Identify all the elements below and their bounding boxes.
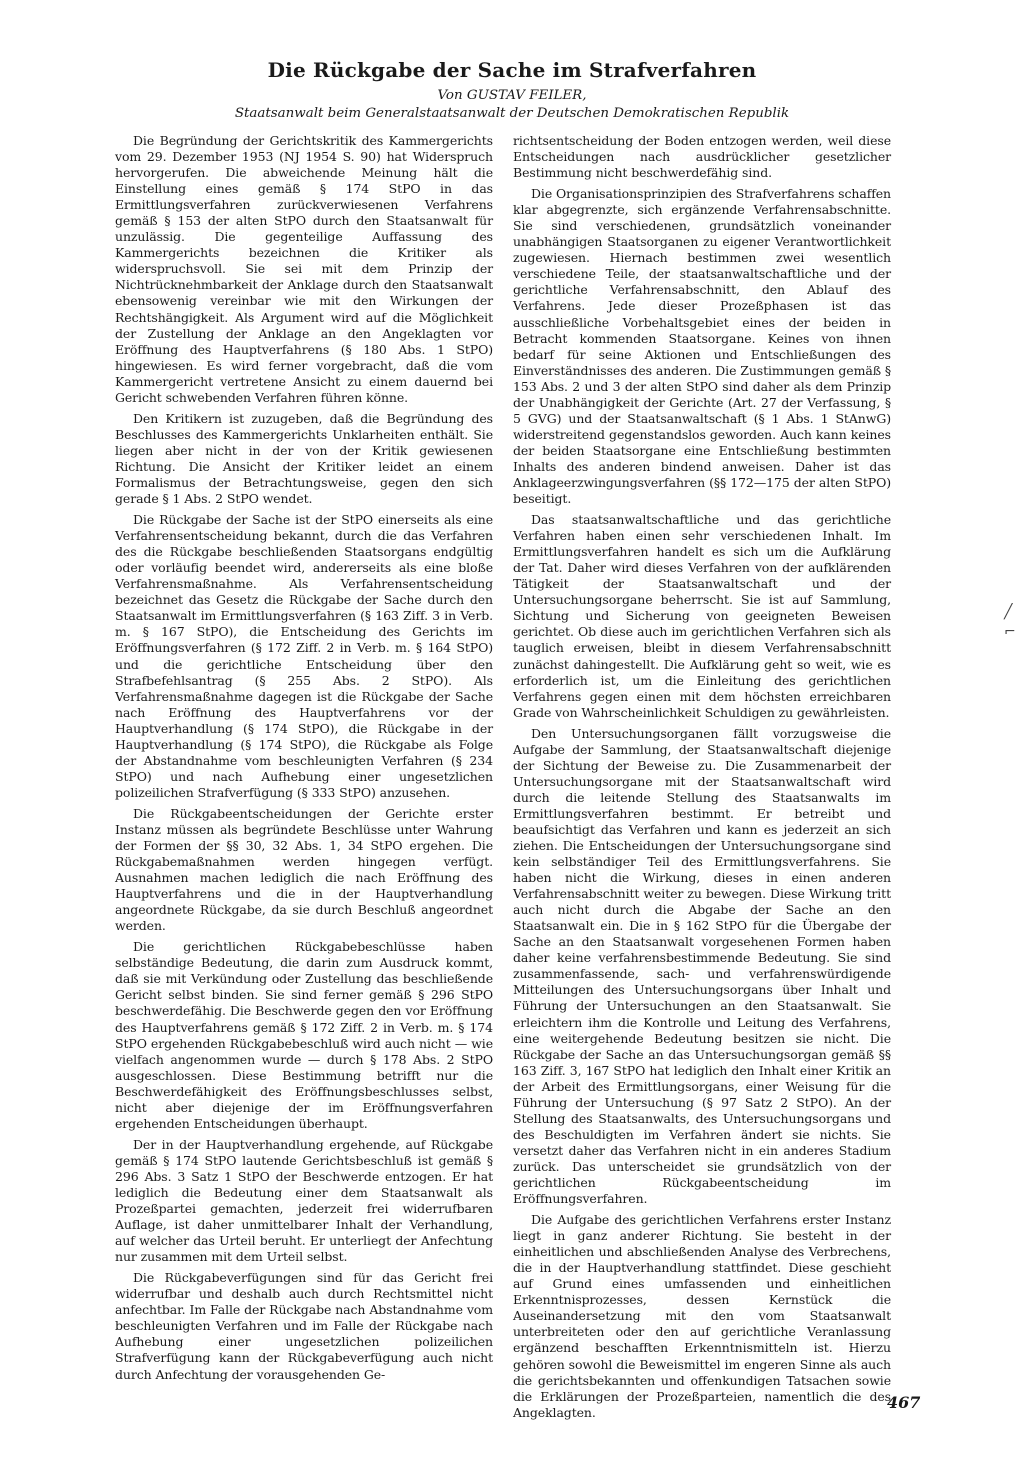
paragraph: Den Untersuchungsorganen fällt vorzugsweise die Aufgabe der Sammlung, der Staatsanwaltschaft diejenige der Sichtung der Beweise zu. Die Zusammenarbeit der Untersuchungsorgane mit der Staatsanwaltschaft wird durch die leitende Stellung des Staatsanwalts im Ermittlungsverfahren bestimmt. Er betreibt und beaufsichtigt das Verfahren und kann es jederzeit an sich ziehen. Die Entscheidungen der Untersuchungsorgane sind kein selbständiger Teil des Ermittlungsverfahrens. Sie haben nicht die Wirkung, dieses in einen anderen Verfahrensabschnitt weiter zu bewegen. Diese Wirkung tritt auch nicht durch die Abgabe der Sache an den Staatsanwalt ein. Die in § 162 StPO für die Übergabe der Sache an den Staatsanwalt vorgesehenen Formen haben daher keine verfahrensbestimmende Bedeutung. Sie sind zusammenfassende, sach- und verfahrenswürdigende Mitteilungen des Untersuchungsorgans über Inhalt und Führung der Untersuchungen an den Staatsanwalt. Sie erleichtern ihm die Kontrolle und Leitung des Verfahrens, eine weitergehende Bedeutung besitzen sie nicht. Die Rückgabe der Sache an das Untersuchungsorgan gemäß §§ 163 Ziff. 3, 167 StPO hat lediglich den Inhalt einer Kritik an der Arbeit des Ermittlungsorgans, einer Weisung für die Führung der Untersuchung (§ 97 Satz 2 StPO). An der Stellung des Staatsanwalts, des Untersuchungsorgans und des Beschuldigten im Verfahren ändert sie nichts. Sie versetzt daher das Verfahren nicht in ein anderes Stadium zurück. Das unterscheidet sie grundsätzlich von der gerichtlichen Rückgabeentscheidung im Eröffnungsverfahren. [513, 725, 891, 1207]
right-column [513, 133, 891, 1426]
paragraph-continued: richtsentscheidung der Boden entzogen werden, weil diese Entscheidungen nach ausdrücklicher gesetzlicher Bestimmung nicht beschwerdefähig sind. [513, 133, 891, 181]
paragraph: Die Rückgabeentscheidungen der Gerichte erster Instanz müssen als begründete Beschlüsse unter Wahrung der Formen der §§ 30, 32 Abs. 1, 34 StPO ergehen. Die Rückgabemaßnahmen werden hingegen verfügt. Ausnahmen machen lediglich die nach Eröffnung des Hauptverfahrens und die in der Hauptverhandlung angeordnete Rückgabe, da sie durch Beschluß angeordnet werden. [115, 805, 493, 934]
paragraph: Das staatsanwaltschaftliche und das gerichtliche Verfahren haben einen sehr verschiedenen Inhalt. Im Ermittlungsverfahren handelt es sich um die Aufklärung der Tat. Daher wird dieses Verfahren von der aufklärenden Tätigkeit der Staatsanwaltschaft und der Untersuchungsorgane beherrscht. Sie ist auf Sammlung, Sichtung und Sicherung von geeigneten Beweisen gerichtet. Ob diese auch im gerichtlichen Verfahren sich als tauglich erweisen, bleibt in diesem Verfahrensabschnitt zunächst dahingestellt. Die Aufklärung geht so weit, wie es erforderlich ist, um die Einleitung des gerichtlichen Verfahrens gegen einen mit dem höchsten erreichbaren Grade von Wahrscheinlichkeit Schuldigen zu gewährleisten. [513, 512, 891, 720]
page-number: 467 [887, 1393, 921, 1412]
paragraph: Der in der Hauptverhandlung ergehende, auf Rückgabe gemäß § 174 StPO lautende Gerichtsbeschluß ist gemäß § 296 Abs. 3 Satz 1 StPO der Beschwerde entzogen. Er hat lediglich die Bedeutung einer dem Staatsanwalt als Prozeßpartei gemachten, jederzeit frei widerrufbaren Auflage, ist daher unmittelbarer Inhalt der Verhandlung, auf welcher das Urteil beruht. Er unterliegt der Anfechtung nur zusammen mit dem Urteil selbst. [115, 1136, 493, 1265]
article-title: Die Rückgabe der Sache im Strafverfahren [267, 58, 757, 82]
paragraph: Die gerichtlichen Rückgabebeschlüsse haben selbständige Bedeutung, die darin zum Ausdruck kommt, daß sie mit Verkündung oder Zustellung das beschließende Gericht selbst binden. Sie sind ferner gemäß § 296 StPO beschwerdefähig. Die Beschwerde gegen den vor Eröffnung des Hauptverfahrens gemäß § 172 Ziff. 2 in Verb. m. § 174 StPO ergehenden Rückgabebeschluß wird auch nicht — wie vielfach angenommen wurde — durch § 178 Abs. 2 StPO ausgeschlossen. Diese Bestimmung betrifft nur die Beschwerdefähigkeit des Eröffnungsbeschlusses selbst, nicht aber diejenige der im Eröffnungsverfahren ergehenden Entscheidungen überhaupt. [115, 939, 493, 1131]
paragraph: Die Organisationsprinzipien des Strafverfahrens schaffen klar abgegrenzte, sich ergänzende Verfahrensabschnitte. Sie sind verschiedenen, grundsätzlich voneinander unabhängigen Staatsorganen zu eigener Verantwortlichkeit zugewiesen. Hiernach bestimmen zwei wesentlich verschiedene Teile, der staatsanwaltschaftliche und der gerichtliche Verfahrensabschnitt, den Ablauf des Verfahrens. Jede dieser Prozeßphasen ist das ausschließliche Vorbehaltsgebiet eines der beiden in Betracht kommenden Staatsorgane. Keines von ihnen bedarf für seine Aktionen und Entschließungen des Einverständnisses des anderen. Die Zustimmungen gemäß § 153 Abs. 2 und 3 der alten StPO sind daher als dem Prinzip der Unabhängigkeit der Gerichte (Art. 27 der Verfassung, § 5 GVG) und der Staatsanwaltschaft (§ 1 Abs. 1 StAnwG) widerstreitend gegenstandslos geworden. Auch kann keines der beiden Staatsorgane eine Entschließung bestimmten Inhalts des anderen bindend anweisen. Daher ist das Anklageerzwingungsverfahren (§§ 172—175 der alten StPO) beseitigt. [513, 186, 891, 507]
paragraph: Die Rückgabe der Sache ist der StPO einerseits als eine Verfahrensentscheidung bekannt, durch die das Verfahren des die Rückgabe beschließenden Staatsorgans endgültig oder vorläufig beendet wird, andererseits als eine bloße Verfahrensmaßnahme. Als Verfahrensentscheidung bezeichnet das Gesetz die Rückgabe der Sache durch den Staatsanwalt im Ermittlungsverfahren (§ 163 Ziff. 3 in Verb. m. § 167 StPO), die Entscheidung des Gerichts im Eröffnungsverfahren (§ 172 Ziff. 2 in Verb. m. § 164 StPO) und die gerichtliche Entscheidung über den Strafbefehlsantrag (§ 255 Abs. 2 StPO). Als Verfahrensmaßnahme dagegen ist die Rückgabe der Sache nach Eröffnung des Hauptverfahrens vor der Hauptverhandlung (§ 174 StPO), die Rückgabe in der Hauptverhandlung (§ 174 StPO), die Rückgabe als Folge der Abstandnahme vom beschleunigten Verfahren (§ 234 StPO) und nach Aufhebung einer ungesetzlichen polizeilichen Strafverfügung (§ 333 StPO) anzusehen. [115, 512, 493, 800]
paragraph: Den Kritikern ist zuzugeben, daß die Begründung des Beschlusses des Kammergerichts Unklarheiten enthält. Sie liegen aber nicht in der von der Kritik gewiesenen Richtung. Die Ansicht der Kritiker leidet an einem Formalismus der Betrachtungsweise, gegen den sich gerade § 1 Abs. 2 StPO wendet. [115, 410, 493, 507]
paragraph: Die Aufgabe des gerichtlichen Verfahrens erster Instanz liegt in ganz anderer Richtung. Sie besteht in der einheitlichen und abschließenden Analyse des Verbrechens, die in der Hauptverhandlung stattfindet. Diese geschieht auf Grund eines umfassenden und einheitlichen Erkenntnisprozesses, dessen Kernstück die Auseinandersetzung mit den vom Staatsanwalt unterbreiteten oder den auf gerichtliche Veranlassung ergänzend beschafften Erkenntnismitteln ist. Hierzu gehören sowohl die Beweismittel im engeren Sinne als auch die gerichtsbekannten und offenkundigen Tatsachen sowie die Erklärungen der Prozeßparteien, namentlich die des Angeklagten. [513, 1212, 891, 1420]
margin-tick-mark: ⌐ [1004, 624, 1016, 640]
left-column [115, 133, 493, 1388]
byline [0, 87, 1024, 123]
margin-tick-mark: ╱ [1004, 604, 1013, 620]
paragraph: Die Rückgabeverfügungen sind für das Gericht frei widerrufbar und deshalb auch durch Rechtsmittel nicht anfechtbar. Im Falle der Rückgabe nach Abstandnahme vom beschleunigten Verfahren und im Falle der Rückgabe nach Aufhebung einer ungesetzlichen polizeilichen Strafverfügung kann der Rückgabeverfügung auch nicht durch Anfechtung der vorausgehenden Ge- [115, 1270, 493, 1382]
byline-position: Staatsanwalt beim Generalstaatsanwalt der Deutschen Demokratischen Republik [234, 106, 790, 121]
paragraph: Die Begründung der Gerichtskritik des Kammergerichts vom 29. Dezember 1953 (NJ 1954 S. 90) hat Widerspruch hervorgerufen. Die abweichende Meinung hält die Einstellung eines gemäß § 174 StPO in das Ermittlungsverfahren zurückverwiesenen Verfahrens gemäß § 153 der alten StPO durch den Staatsanwalt für unzulässig. Die gegenteilige Auffassung des Kammergerichts bezeichnen die Kritiker als widerspruchsvoll. Sie sei mit dem Prinzip der Nichtrücknehmbarkeit der Anklage durch den Staatsanwalt ebensowenig vereinbar wie mit den Wirkungen der Rechtshängigkeit. Als Argument wird auf die Möglichkeit der Zustellung der Anklage an den Angeklagten vor Eröffnung des Hauptverfahrens (§ 180 Abs. 1 StPO) hingewiesen. Es wird ferner vorgebracht, daß die vom Kammergericht vertretene Ansicht zu einem dauernd bei Gericht schwebenden Verfahren führen könne. [115, 133, 493, 405]
byline-author: Von GUSTAV FEILER, [437, 88, 587, 103]
